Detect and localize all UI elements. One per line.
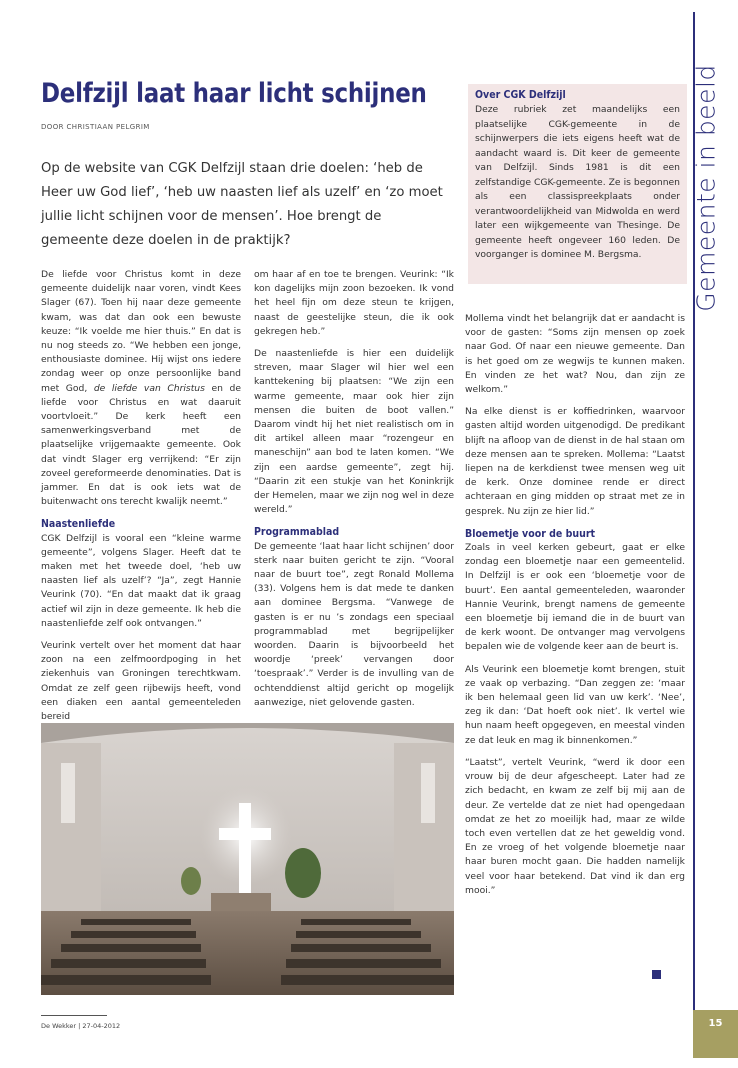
paragraph: De liefde voor Christus komt in deze gemeente duidelijk naar voren, vindt Kees Slager (67). Toen hij naar deze gemeente kwam, was dat dan ook een bewuste keuze: “Ik voelde me hier thuis.” En dat is nu nog steeds zo. “We hebben een jonge, enthousiaste dominee. Hij wijst ons iedere zondag weer op onze persoonlijke band met God, de liefde van Christus en de liefde voor Christus en wat daaruit voortvloeit.” De kerk heeft een samenwerkingsverband met de plaatselijke vrijgemaakte gemeente. Ook dat vindt Slager erg verrijkend: “Er zijn zoveel gereformeerde denominaties. Dat is jammer. En dat is ook iets wat de buitenwacht ons terecht kwalijk neemt.” xyxy=(41,269,241,508)
footer-rule xyxy=(41,1015,107,1016)
page-number-box xyxy=(693,1010,738,1058)
footer-publication: De Wekker | 27-04-2012 xyxy=(41,1022,121,1030)
column-2 xyxy=(254,268,454,718)
byline: DOOR CHRISTIAAN PELGRIM xyxy=(41,123,150,131)
paragraph: Veurink vertelt over het moment dat haar zoon na een zelfmoordpoging in het ziekenhuis van Groningen terechtkwam. Omdat ze zelf geen rijbewijs heeft, vond een diaken een aantal gemeenteleden bereid xyxy=(41,640,241,723)
page-number: 15 xyxy=(708,1018,723,1029)
column-3 xyxy=(465,312,685,906)
church-interior-photo xyxy=(41,723,454,995)
column-1 xyxy=(41,268,241,732)
subheading-naastenliefde: Naastenliefde xyxy=(41,518,116,531)
paragraph: “Laatst”, vertelt Veurink, “werd ik door een vrouw bij de deur afgescheept. Later had ze zich bedacht, en kwam ze zelf bij mij aan de deur. Ze vertelde dat ze niet had opengedaan omdat ze het zo moeilijk had, maar ze wilde toch even vertellen dat ze het geweldig vond. En ze vroeg of het volgende bloemetje naar haar buren mocht gaan. Die hadden namelijk veel voor haar betekend. Dat vind ik dan erg mooi.” xyxy=(465,756,685,896)
subheading-programmablad: Programmablad xyxy=(254,526,340,539)
paragraph: om haar af en toe te brengen. Veurink: “Ik kon dagelijks mijn zoon bezoeken. Ik vond het heel fijn om deze steun te krijgen, naast de geestelijke steun, die ik ook gekregen heb.” xyxy=(254,269,454,337)
paragraph: Mollema vindt het belangrijk dat er aandacht is voor de gasten: “Soms zijn mensen op zoek naar God. Of naar een nieuwe gemeente. Dan is het goed om ze wegwijs te kunnen maken. En vinden ze het wat? Nou, dan zijn ze welkom.” xyxy=(465,313,685,396)
article-title: Delfzijl laat haar licht schijnen xyxy=(41,78,427,109)
info-box xyxy=(468,84,687,284)
paragraph: De gemeente ‘laat haar licht schijnen’ door sterk naar buiten gericht te zijn. “Vooral naar de buurt toe”, zegt Ronald Mollema (33). Volgens hem is dat mede te danken aan dominee Bergsma. “Vanwege de gasten is er nu ’s zondags een speciaal programmablad met begrijpelijker woorden. Daarin is bijvoorbeeld het woordje ‘preek’ vervangen door ‘toespraak’.” Verder is de invulling van de ochtenddienst altijd gericht op mogelijk aanwezige, niet gelovende gasten. xyxy=(254,540,454,708)
paragraph: Zoals in veel kerken gebeurt, gaat er elke zondag een bloemetje naar een gemeentelid. In Delfzijl is er ook een ‘bloemetje voor de buurt’. Een aantal gemeenteleden, waaronder Hannie Veurink, brengt namens de gemeente een bloemetje bij iemand die in de buurt van de kerk woont. De ontvanger mag vervolgens bepalen wie de volgende keer aan de beurt is. xyxy=(465,542,685,653)
paragraph: Na elke dienst is er koffiedrinken, waarvoor gasten altijd worden uitgenodigd. De predikant blijft na afloop van de dienst in de hal staan om deze mensen aan te spreken. Mollema: “Laatst liepen na de kerkdienst twee mensen weg uit de kerk. Onze dominee rende er direct achteraan en ging midden op straat met ze in gesprek. Nu zijn ze hier lid.” xyxy=(465,406,685,517)
info-box-text: Deze rubriek zet maandelijks een plaatselijke CGK-gemeente in de schijnwerpers die iets eigens heeft wat de aandacht waard is. Dit keer de gemeente van Delfzijl. Sinds 1981 is dit een zelfstandige CGK-gemeente. Ze is begonnen als een classispreekplaats onder verantwoordelijkheid van Midwolda en werd later een wijkgemeente van Thesinge. De gemeente heeft ongeveer 160 leden. De voorganger is dominee M. Bergsma. xyxy=(475,104,680,260)
paragraph: Als Veurink een bloemetje komt brengen, stuit ze vaak op verbazing. “Dan zeggen ze: ‘maar ik ben helemaal geen lid van uw kerk’. ‘Nee’, zeg ik dan: ‘Dat hoeft ook niet’. Ik vertel wie hun naam heeft opgegeven, en meestal vinden ze dat leuk en mag ik binnenkomen.” xyxy=(465,663,685,746)
paragraph: CGK Delfzijl is vooral een “kleine warme gemeente”, volgens Slager. Heeft dat te maken met het tweede doel, ‘heb uw naasten lief als uzelf’? “Ja”, zegt Hannie Veurink (70). “En dat maakt dat ik graag actief wil zijn in deze gemeente. Ik heb die naastenliefde zelf ook ontvangen.” xyxy=(41,532,241,629)
subheading-bloemetje: Bloemetje voor de buurt xyxy=(465,527,596,540)
info-box-heading: Over CGK Delfzijl xyxy=(475,89,566,101)
paragraph: De naastenliefde is hier een duidelijk streven, maar Slager wil hier wel een kanttekening bij plaatsen: “We zijn een warme gemeente, maar ook hier zijn mensen die buiten de boot vallen.” Daarom vindt hij het niet realistisch om in dit artikel alleen maar “rozengeur en maneschijn” aan bod te laten komen. “We zijn een aardse gemeente”, zegt hij. “Daarin zit een stukje van het Koninkrijk der Hemelen, maar we zijn nog wel in deze wereld.” xyxy=(254,348,454,516)
article-intro: Op de website van CGK Delfzijl staan drie doelen: ‘heb de Heer uw God lief’, ‘heb uw naasten lief als uzelf’ en ‘zo moet jullie licht schijnen voor de mensen’. Hoe brengt de gemeente deze doelen in de praktijk? xyxy=(41,161,443,248)
end-mark xyxy=(652,970,661,979)
section-label: Gemeente in beeld xyxy=(691,64,721,312)
